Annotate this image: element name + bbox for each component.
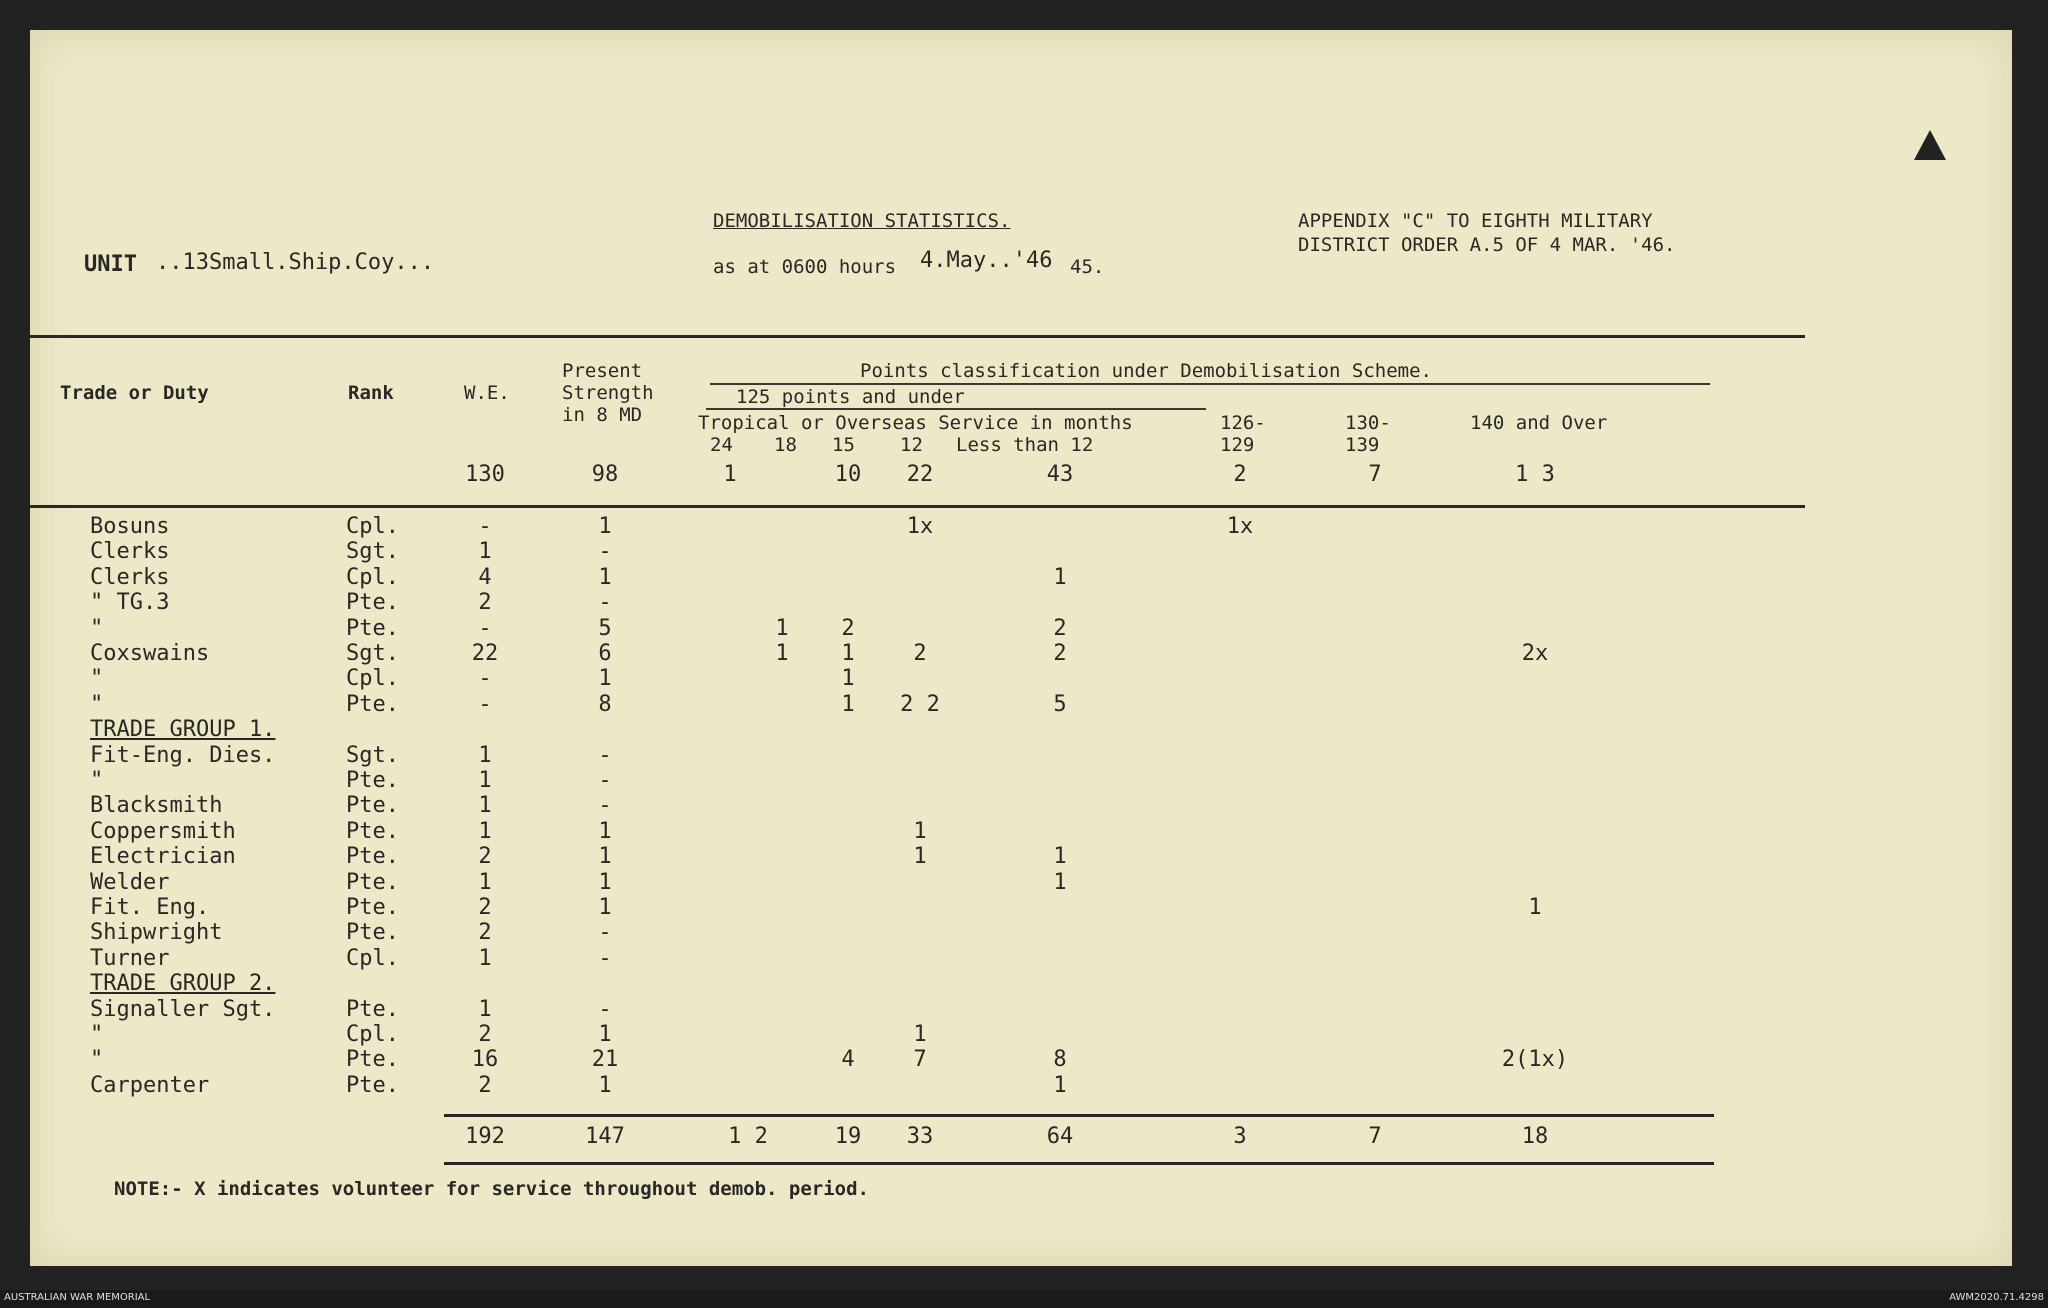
row-rank: Sgt.	[346, 641, 399, 666]
archive-credit: AUSTRALIAN WAR MEMORIAL	[4, 1292, 151, 1303]
document-page	[30, 30, 2012, 1266]
row-m15: 2	[841, 616, 855, 641]
paper-hole	[1914, 130, 1946, 160]
header-present-1: Present	[562, 360, 643, 382]
table-top-rule	[30, 505, 1805, 508]
header-130-line2: 139	[1345, 434, 1380, 456]
appendix-line-2: DISTRICT ORDER A.5 OF 4 MAR. '46.	[1298, 234, 1676, 256]
header-rank: Rank	[348, 382, 394, 404]
header-tropical: Tropical or Overseas Service in months	[698, 412, 1133, 434]
header-m24: 24	[710, 434, 733, 456]
grand-total-p140: 18	[1521, 1124, 1549, 1149]
header-less12: Less than 12	[956, 434, 1094, 456]
row-ps: 5	[598, 616, 612, 641]
row-m12: 7	[913, 1047, 927, 1072]
row-ps: -	[598, 743, 612, 768]
row-m15: 1	[841, 641, 855, 666]
row-trade: Carpenter	[90, 1073, 210, 1098]
document-title: DEMOBILISATION STATISTICS.	[713, 210, 1011, 232]
row-we: -	[478, 616, 492, 641]
row-we: 1	[478, 793, 492, 818]
header-trade: Trade or Duty	[60, 382, 209, 404]
row-m15: 1	[841, 666, 855, 691]
row-trade: TRADE GROUP 2.	[90, 971, 276, 996]
header-total-m24: 1	[723, 462, 737, 487]
header-present-3: in 8 MD	[562, 404, 643, 426]
row-trade: Signaller Sgt.	[90, 997, 276, 1022]
grand-total-lt12: 64	[1046, 1124, 1074, 1149]
header-total-p126: 2	[1233, 462, 1247, 487]
totals-bottom-rule	[444, 1162, 1714, 1165]
row-trade: Coxswains	[90, 641, 210, 666]
row-trade: Clerks	[90, 539, 170, 564]
header-126-line1: 126-	[1220, 412, 1266, 434]
header-points-title: Points classification under Demobilisation Scheme.	[860, 360, 1432, 382]
row-rank: Sgt.	[346, 743, 399, 768]
unit-label: UNIT	[84, 252, 137, 277]
row-m15: 4	[841, 1047, 855, 1072]
row-lt12: 1	[1053, 1073, 1067, 1098]
row-ps: 1	[598, 844, 612, 869]
row-ps: -	[598, 539, 612, 564]
row-trade: TRADE GROUP 1.	[90, 717, 276, 742]
row-rank: Pte.	[346, 1073, 399, 1098]
row-rank: Cpl.	[346, 666, 399, 691]
date-prefix: as at 0600 hours	[713, 256, 897, 278]
row-we: 1	[478, 743, 492, 768]
row-ps: 1	[598, 870, 612, 895]
row-rank: Pte.	[346, 920, 399, 945]
row-rank: Sgt.	[346, 539, 399, 564]
row-rank: Pte.	[346, 692, 399, 717]
row-trade: "	[90, 1047, 104, 1072]
date-suffix: 45.	[1070, 256, 1105, 278]
points-125-rule	[706, 408, 1206, 410]
row-we: 1	[478, 539, 492, 564]
row-trade: "	[90, 692, 104, 717]
row-we: -	[478, 692, 492, 717]
row-ps: 1	[598, 514, 612, 539]
row-rank: Pte.	[346, 844, 399, 869]
row-trade: " TG.3	[90, 590, 170, 615]
row-trade: Coppersmith	[90, 819, 236, 844]
row-ps: 1	[598, 895, 612, 920]
row-m12: 1	[913, 819, 927, 844]
row-trade: Fit-Eng. Dies.	[90, 743, 276, 768]
row-we: 16	[471, 1047, 499, 1072]
row-lt12: 2	[1053, 641, 1067, 666]
row-ps: -	[598, 997, 612, 1022]
row-ps: -	[598, 590, 612, 615]
row-we: 2	[478, 1073, 492, 1098]
header-130-line1: 130-	[1345, 412, 1391, 434]
row-we: 1	[478, 819, 492, 844]
row-m15: 1	[841, 692, 855, 717]
row-ps: 1	[598, 1022, 612, 1047]
unit-value: ..13Small.Ship.Coy...	[156, 250, 435, 275]
row-trade: "	[90, 616, 104, 641]
row-p140: 2x	[1521, 641, 1549, 666]
header-m12: 12	[900, 434, 923, 456]
grand-total-p130: 7	[1368, 1124, 1382, 1149]
row-rank: Pte.	[346, 1047, 399, 1072]
totals-top-rule	[444, 1114, 1714, 1117]
row-rank: Pte.	[346, 793, 399, 818]
row-trade: Turner	[90, 946, 170, 971]
row-trade: Blacksmith	[90, 793, 223, 818]
row-lt12: 8	[1053, 1047, 1067, 1072]
row-we: 2	[478, 590, 492, 615]
row-trade: Bosuns	[90, 514, 170, 539]
header-140: 140 and Over	[1470, 412, 1608, 434]
grand-total-we: 192	[465, 1124, 505, 1149]
row-ps: 21	[591, 1047, 619, 1072]
header-total-we: 130	[465, 462, 505, 487]
row-we: 1	[478, 946, 492, 971]
row-ps: 6	[598, 641, 612, 666]
footnote: NOTE:- X indicates volunteer for service throughout demob. period.	[114, 1178, 869, 1200]
archive-footer-bar	[0, 1290, 2048, 1308]
row-rank: Pte.	[346, 590, 399, 615]
date-value: 4.May..'46	[920, 248, 1053, 273]
row-ps: -	[598, 920, 612, 945]
header-total-lt12: 43	[1046, 462, 1074, 487]
row-ps: 1	[598, 565, 612, 590]
appendix-line-1: APPENDIX "C" TO EIGHTH MILITARY	[1298, 210, 1653, 232]
row-trade: Clerks	[90, 565, 170, 590]
header-total-m15: 10	[834, 462, 862, 487]
row-lt12: 1	[1053, 870, 1067, 895]
row-trade: Fit. Eng.	[90, 895, 210, 920]
row-rank: Pte.	[346, 768, 399, 793]
header-total-p130: 7	[1368, 462, 1382, 487]
header-rule	[30, 335, 1805, 338]
header-126-line2: 129	[1220, 434, 1255, 456]
row-we: 1	[478, 997, 492, 1022]
row-lt12: 2	[1053, 616, 1067, 641]
row-m18: 1	[775, 616, 789, 641]
header-total-m12: 22	[906, 462, 934, 487]
grand-total-ps: 147	[585, 1124, 625, 1149]
row-rank: Cpl.	[346, 1022, 399, 1047]
row-trade: "	[90, 768, 104, 793]
row-ps: 1	[598, 1073, 612, 1098]
header-125-points: 125 points and under	[736, 386, 965, 408]
row-rank: Pte.	[346, 997, 399, 1022]
row-we: -	[478, 666, 492, 691]
row-ps: 1	[598, 666, 612, 691]
grand-total-m12: 33	[906, 1124, 934, 1149]
row-rank: Cpl.	[346, 565, 399, 590]
row-lt12: 1	[1053, 844, 1067, 869]
row-trade: "	[90, 1022, 104, 1047]
header-total-p140: 1 3	[1515, 462, 1555, 487]
row-m12: 1	[913, 1022, 927, 1047]
row-we: 22	[471, 641, 499, 666]
grand-total-m15: 19	[834, 1124, 862, 1149]
row-rank: Pte.	[346, 616, 399, 641]
row-trade: "	[90, 666, 104, 691]
row-p140: 2(1x)	[1501, 1047, 1569, 1072]
row-rank: Cpl.	[346, 514, 399, 539]
row-we: 2	[478, 1022, 492, 1047]
row-we: 2	[478, 920, 492, 945]
header-present-2: Strength	[562, 382, 654, 404]
row-rank: Cpl.	[346, 946, 399, 971]
points-rule	[710, 383, 1710, 385]
header-total-ps: 98	[591, 462, 619, 487]
row-m12: 1x	[906, 514, 934, 539]
archive-reference: AWM2020.71.4298	[1949, 1292, 2044, 1303]
row-rank: Pte.	[346, 870, 399, 895]
row-m12: 2 2	[900, 692, 940, 717]
row-we: 2	[478, 895, 492, 920]
grand-total-p126: 3	[1233, 1124, 1247, 1149]
row-rank: Pte.	[346, 819, 399, 844]
grand-total-m24: 1 2	[728, 1124, 768, 1149]
row-p140: 1	[1528, 895, 1542, 920]
row-lt12: 5	[1053, 692, 1067, 717]
row-ps: 1	[598, 819, 612, 844]
row-trade: Shipwright	[90, 920, 223, 945]
row-we: 1	[478, 870, 492, 895]
row-ps: -	[598, 768, 612, 793]
row-we: 4	[478, 565, 492, 590]
row-ps: -	[598, 793, 612, 818]
row-m18: 1	[775, 641, 789, 666]
row-m12: 2	[913, 641, 927, 666]
row-ps: -	[598, 946, 612, 971]
row-lt12: 1	[1053, 565, 1067, 590]
row-rank: Pte.	[346, 895, 399, 920]
header-m15: 15	[832, 434, 855, 456]
row-we: -	[478, 514, 492, 539]
row-trade: Welder	[90, 870, 170, 895]
row-ps: 8	[598, 692, 612, 717]
header-we: W.E.	[464, 382, 510, 404]
row-we: 1	[478, 768, 492, 793]
row-m12: 1	[913, 844, 927, 869]
header-m18: 18	[774, 434, 797, 456]
row-trade: Electrician	[90, 844, 236, 869]
row-p126: 1x	[1226, 514, 1254, 539]
row-we: 2	[478, 844, 492, 869]
